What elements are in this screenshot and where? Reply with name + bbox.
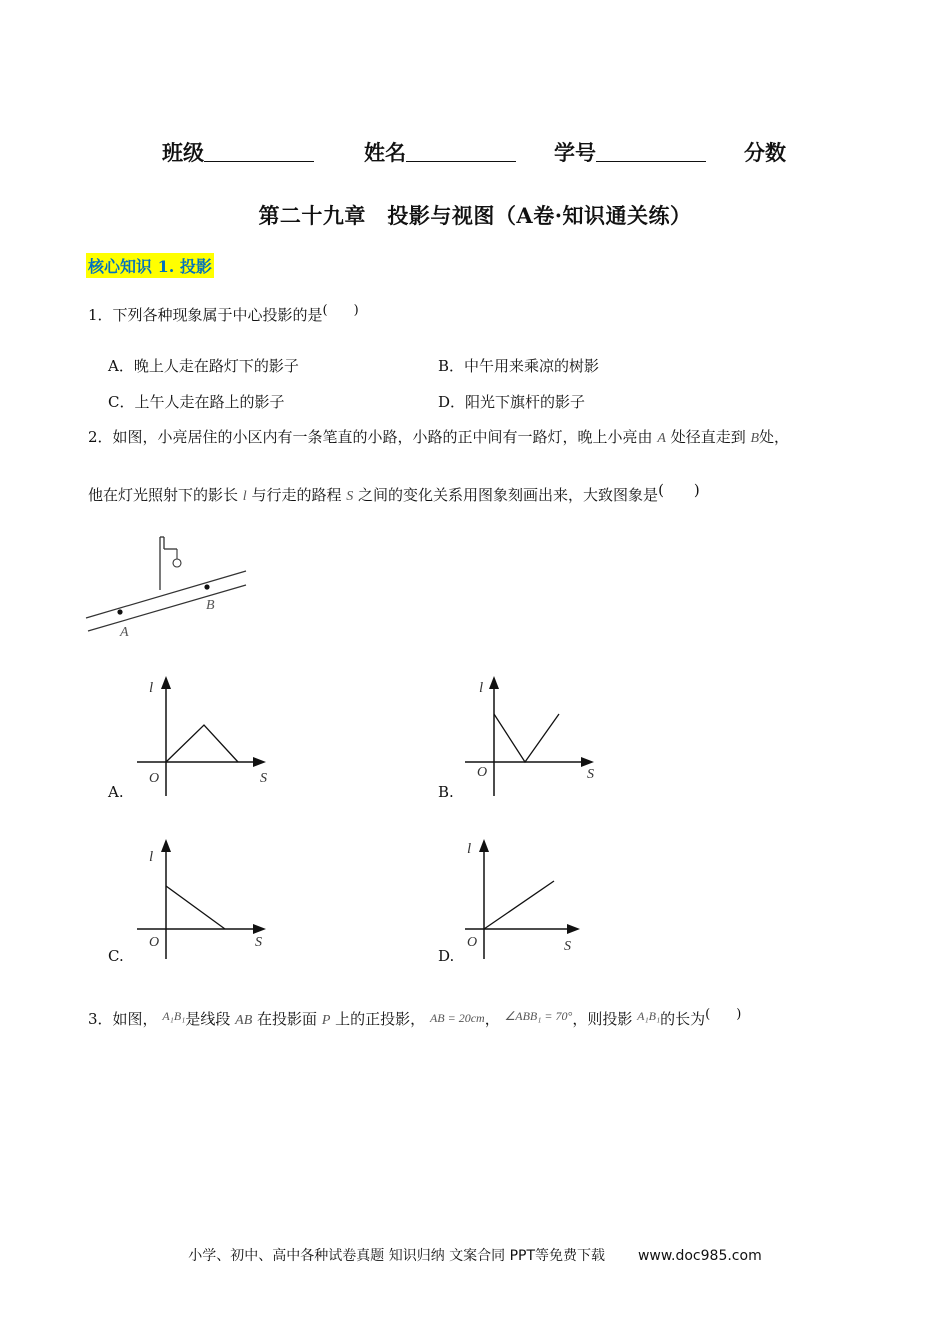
student-id-blank[interactable] <box>596 141 706 162</box>
q2-text-part: 2．如图，小亮居住的小区内有一条笔直的小路，小路的正中间有一路灯，晚上小亮由 <box>88 428 653 446</box>
var-b: B <box>750 431 760 446</box>
graph-a[interactable] <box>135 670 285 800</box>
score-field <box>744 137 786 167</box>
x-label: S <box>260 771 267 786</box>
q2-option-c[interactable]: C. <box>108 947 124 965</box>
q3-text-part: ，则投影 <box>572 1010 633 1028</box>
question-2-line-2 <box>88 479 700 505</box>
q3-text-part: ， <box>484 1010 500 1028</box>
name-field <box>364 137 516 167</box>
x-arrow-icon <box>253 757 266 767</box>
q1-option-d[interactable]: D．阳光下旗杆的影子 <box>438 393 586 411</box>
y-label: l <box>149 849 154 865</box>
q3-text-part: 的长为 <box>660 1010 706 1028</box>
var-l: l <box>242 489 247 504</box>
class-field <box>162 137 314 167</box>
name-label: 姓名 <box>364 140 406 165</box>
lamp-bulb-icon <box>173 559 181 567</box>
graph-d[interactable] <box>463 833 613 963</box>
y-arrow-icon <box>489 676 499 689</box>
student-id-label: 学号 <box>554 140 596 165</box>
q2-text-part: 与行走的路程 <box>251 486 342 504</box>
q3-text-part: 是线段 <box>185 1010 231 1028</box>
q2-text-part: 处径直走到 <box>670 428 746 446</box>
math-ab-length: AB = 20cm <box>429 1011 485 1025</box>
q3-text-part: 在投影面 <box>257 1010 318 1028</box>
question-1 <box>88 299 359 325</box>
q1-option-a[interactable]: A．晚上人走在路灯下的影子 <box>108 357 299 375</box>
point-b-label: B <box>206 598 215 613</box>
road-edge-lower <box>88 585 246 631</box>
x-label: S <box>587 767 594 782</box>
point-b <box>204 584 209 589</box>
graph-line <box>166 886 225 929</box>
graph-line <box>166 725 238 762</box>
class-blank[interactable] <box>204 141 314 162</box>
x-arrow-icon <box>581 757 594 767</box>
student-id-field <box>554 137 706 167</box>
var-s: S <box>346 489 354 504</box>
math-a1b1: A₁B₁ <box>637 1009 661 1023</box>
q2-option-a[interactable]: A. <box>108 783 124 801</box>
page-footer <box>0 1245 950 1265</box>
y-label: l <box>149 680 154 696</box>
name-blank[interactable] <box>406 141 516 162</box>
q2-option-d[interactable]: D. <box>438 947 455 965</box>
origin-label: O <box>149 771 160 786</box>
question-2-line-1 <box>88 426 789 447</box>
score-label: 分数 <box>744 140 786 165</box>
q2-text-part: 处， <box>759 428 790 446</box>
var-a: A <box>657 431 666 446</box>
x-arrow-icon <box>567 924 580 934</box>
road-lamp-figure <box>80 528 255 643</box>
graph-c[interactable] <box>135 833 285 963</box>
class-label: 班级 <box>162 140 204 165</box>
y-arrow-icon <box>161 676 171 689</box>
math-p: P <box>321 1013 331 1028</box>
footer-url[interactable]: www.doc985.com <box>637 1248 762 1264</box>
math-a1b1: A₁B₁ <box>162 1009 186 1023</box>
graph-b[interactable] <box>463 670 613 800</box>
section-heading: 核心知识 1. 投影 <box>86 253 214 278</box>
point-a <box>117 609 122 614</box>
road-edge-upper <box>86 571 246 618</box>
q2-text-part: 之间的变化关系用图象刻画出来，大致图象是 <box>358 486 659 504</box>
q2-text-part: 他在灯光照射下的影长 <box>88 486 239 504</box>
q1-option-c[interactable]: C．上午人走在路上的影子 <box>108 393 285 411</box>
answer-paren: ( ) <box>658 481 700 499</box>
x-label: S <box>564 939 571 954</box>
y-arrow-icon <box>479 839 489 852</box>
origin-label: O <box>467 935 478 950</box>
q2-option-b[interactable]: B. <box>438 783 454 801</box>
math-ab: AB <box>235 1013 253 1028</box>
math-angle: ∠ABB₁ = 70° <box>504 1009 573 1023</box>
y-label: l <box>467 841 472 857</box>
origin-label: O <box>477 765 488 780</box>
answer-paren: ( ) <box>705 1007 742 1022</box>
graph-line <box>494 714 559 762</box>
page-title: 第二十九章 投影与视图（A卷·知识通关练） <box>258 203 692 228</box>
answer-paren: ( ) <box>322 303 359 318</box>
question-3 <box>88 1003 741 1029</box>
graph-line <box>484 881 554 929</box>
footer-text: 小学、初中、高中各种试卷真题 知识归纳 文案合同 PPT等免费下载 <box>188 1248 606 1264</box>
q3-text-part: 上的正投影， <box>335 1010 426 1028</box>
y-label: l <box>479 680 484 696</box>
x-label: S <box>255 935 262 950</box>
origin-label: O <box>149 935 160 950</box>
q1-option-b[interactable]: B．中午用来乘凉的树影 <box>438 357 600 375</box>
y-arrow-icon <box>161 839 171 852</box>
point-a-label: A <box>120 625 129 640</box>
q3-text-part: 3．如图， <box>88 1010 158 1028</box>
x-arrow-icon <box>253 924 266 934</box>
question-1-stem: 1．下列各种现象属于中心投影的是 <box>88 306 323 324</box>
